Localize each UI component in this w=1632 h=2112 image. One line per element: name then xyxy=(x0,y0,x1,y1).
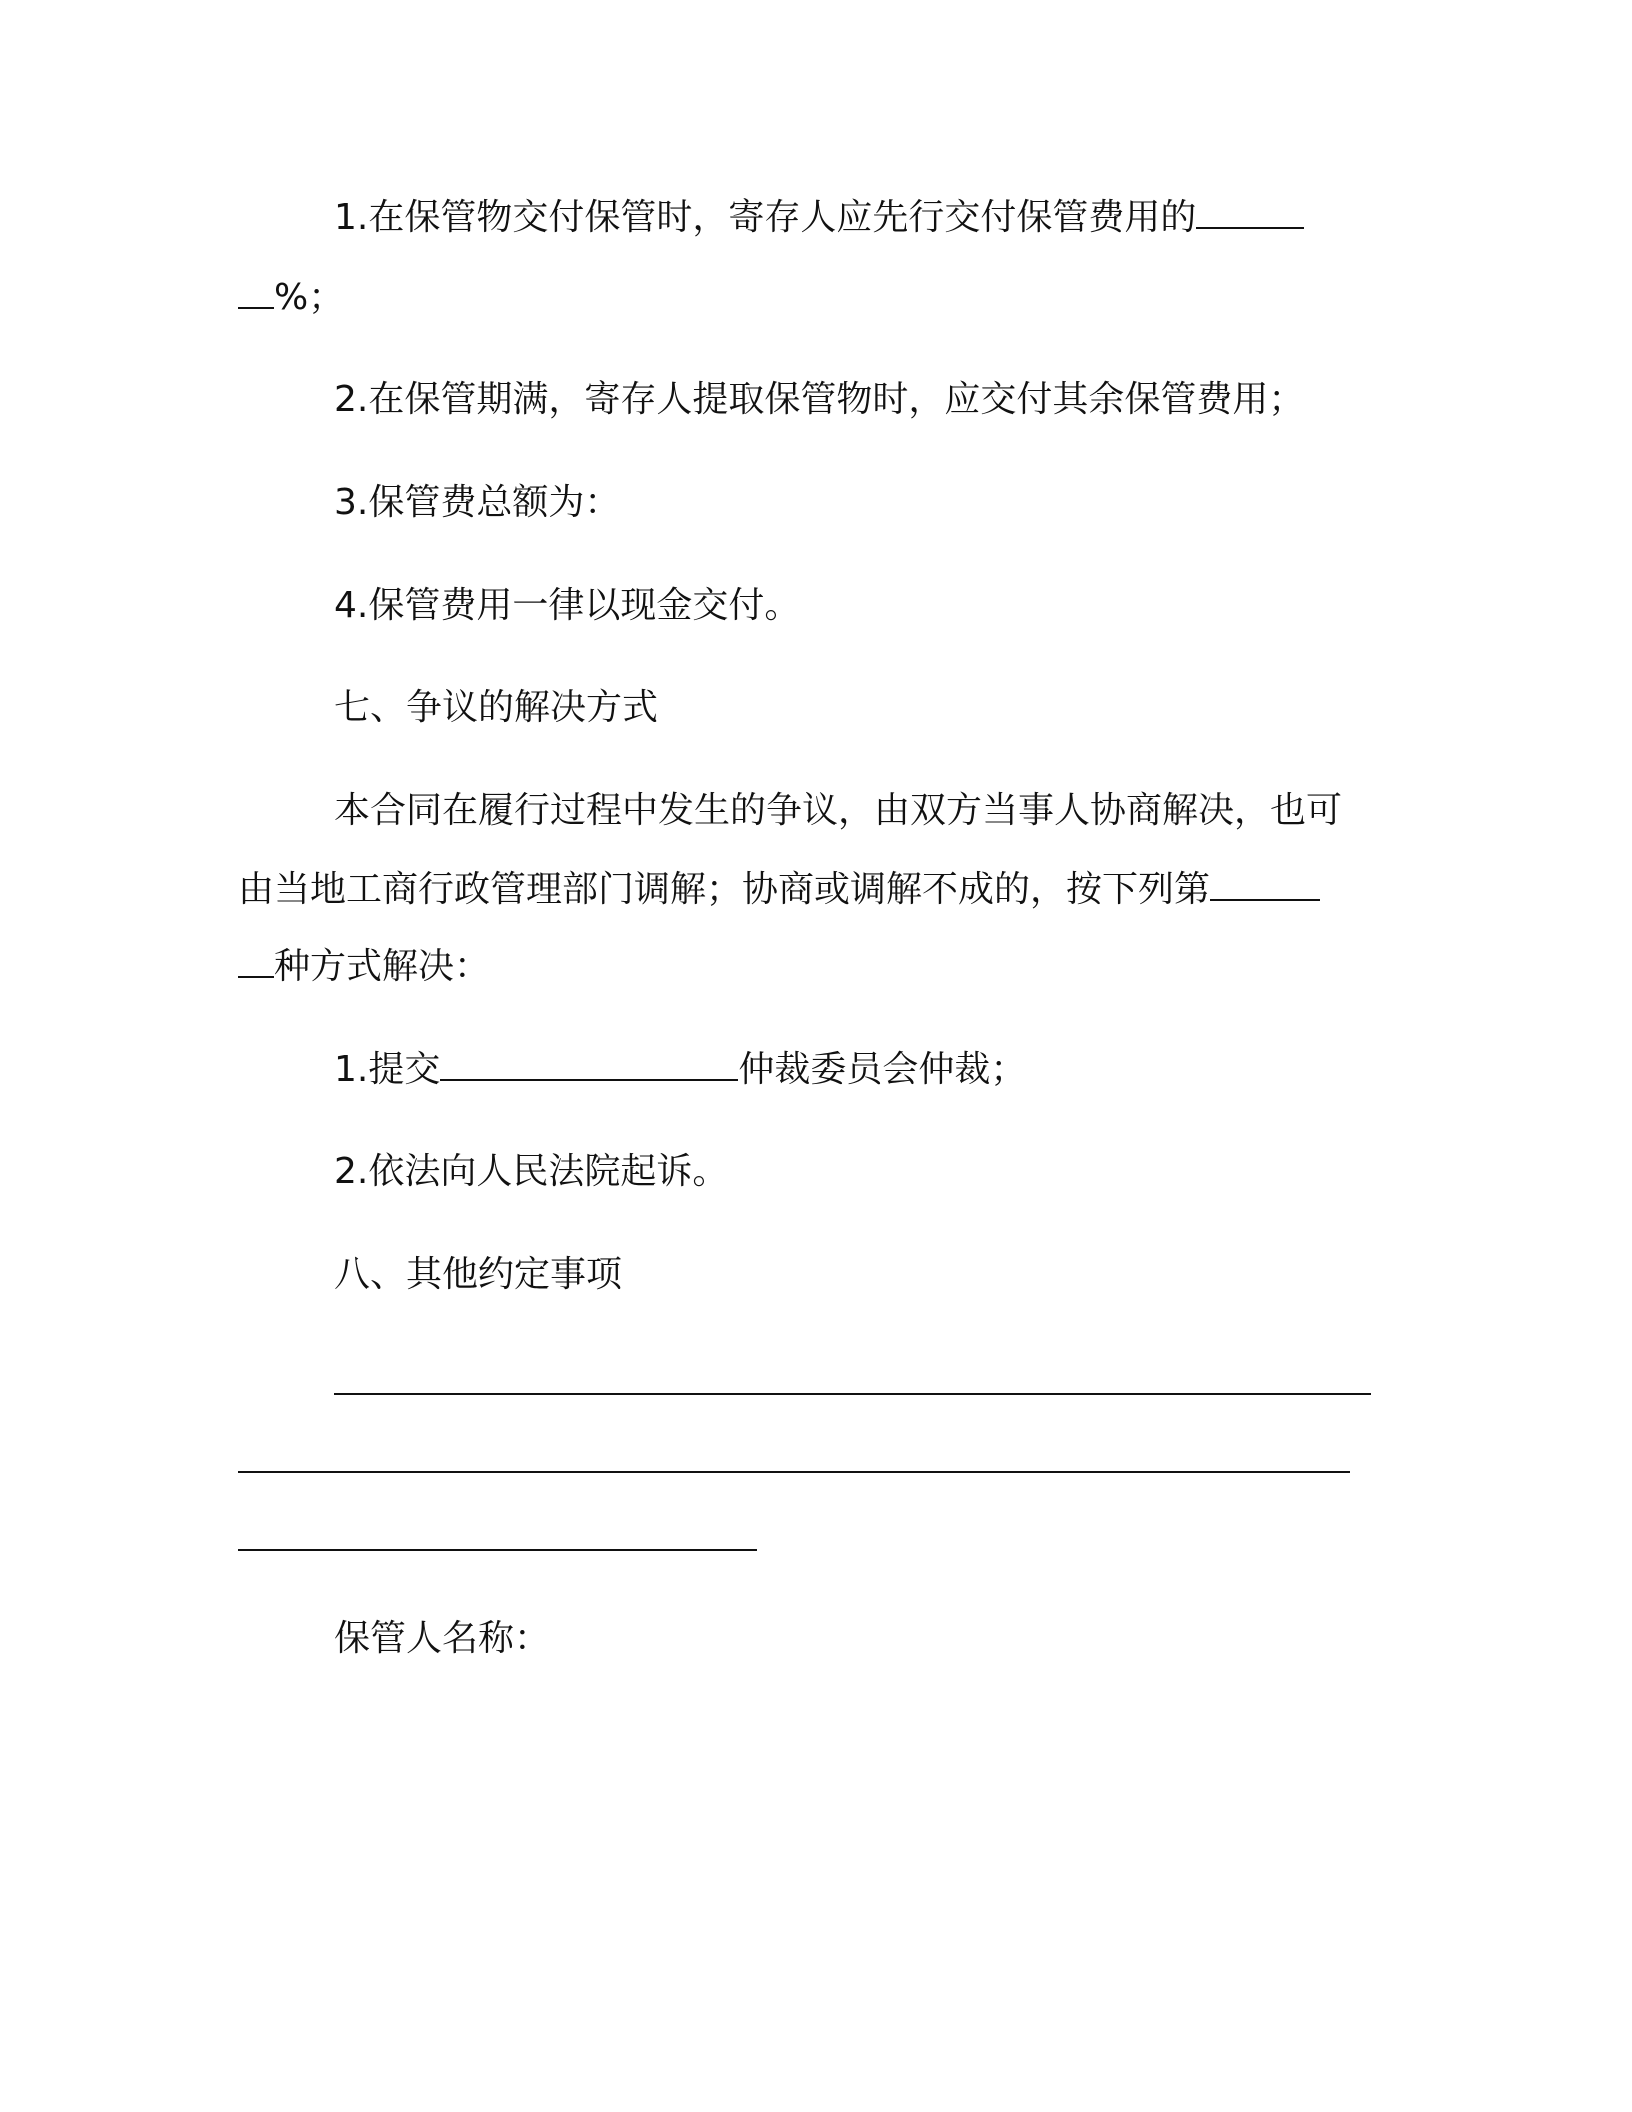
arbitration-option-prefix: 1.提交 xyxy=(334,1049,441,1090)
other-matters-heading: 八、其他约定事项 xyxy=(334,1254,623,1295)
arbitration-option xyxy=(334,1047,1026,1092)
arbitration-committee-blank[interactable] xyxy=(440,1047,738,1081)
fee-item-2: 2.在保管期满，寄存人提取保管物时，应交付其余保管费用； xyxy=(334,379,1305,420)
dispute-paragraph-line-1: 本合同在履行过程中发生的争议，由双方当事人协商解决，也可 xyxy=(334,790,1343,831)
dispute-paragraph-line-3 xyxy=(238,944,490,989)
fee-item-1 xyxy=(334,195,1304,240)
dispute-paragraph-tail: 种方式解决： xyxy=(274,946,491,987)
other-matters-blank-line-2[interactable] xyxy=(238,1471,1350,1473)
other-matters-blank-line-1[interactable] xyxy=(334,1393,1371,1395)
fee-item-1-text: 1.在保管物交付保管时，寄存人应先行交付保管费用的 xyxy=(334,197,1197,238)
fee-item-4: 4.保管费用一律以现金交付。 xyxy=(334,585,801,626)
prepay-percent-blank[interactable] xyxy=(1196,195,1304,229)
dispute-resolution-heading: 七、争议的解决方式 xyxy=(334,687,659,728)
fee-item-1-continuation xyxy=(238,275,344,320)
custodian-name-label: 保管人名称： xyxy=(334,1618,551,1659)
resolution-method-blank[interactable] xyxy=(1210,867,1320,901)
resolution-method-blank-continued[interactable] xyxy=(238,944,274,978)
litigation-option: 2.依法向人民法院起诉。 xyxy=(334,1151,729,1192)
prepay-percent-blank-continued[interactable] xyxy=(238,275,274,309)
fee-item-3: 3.保管费总额为： xyxy=(334,482,621,523)
percent-sign: %； xyxy=(274,277,345,318)
dispute-paragraph-line-2-text: 由当地工商行政管理部门调解；协商或调解不成的，按下列第 xyxy=(238,869,1211,910)
other-matters-blank-line-3[interactable] xyxy=(238,1549,757,1551)
arbitration-option-suffix: 仲裁委员会仲裁； xyxy=(738,1049,1027,1090)
dispute-paragraph-line-2 xyxy=(238,867,1320,912)
